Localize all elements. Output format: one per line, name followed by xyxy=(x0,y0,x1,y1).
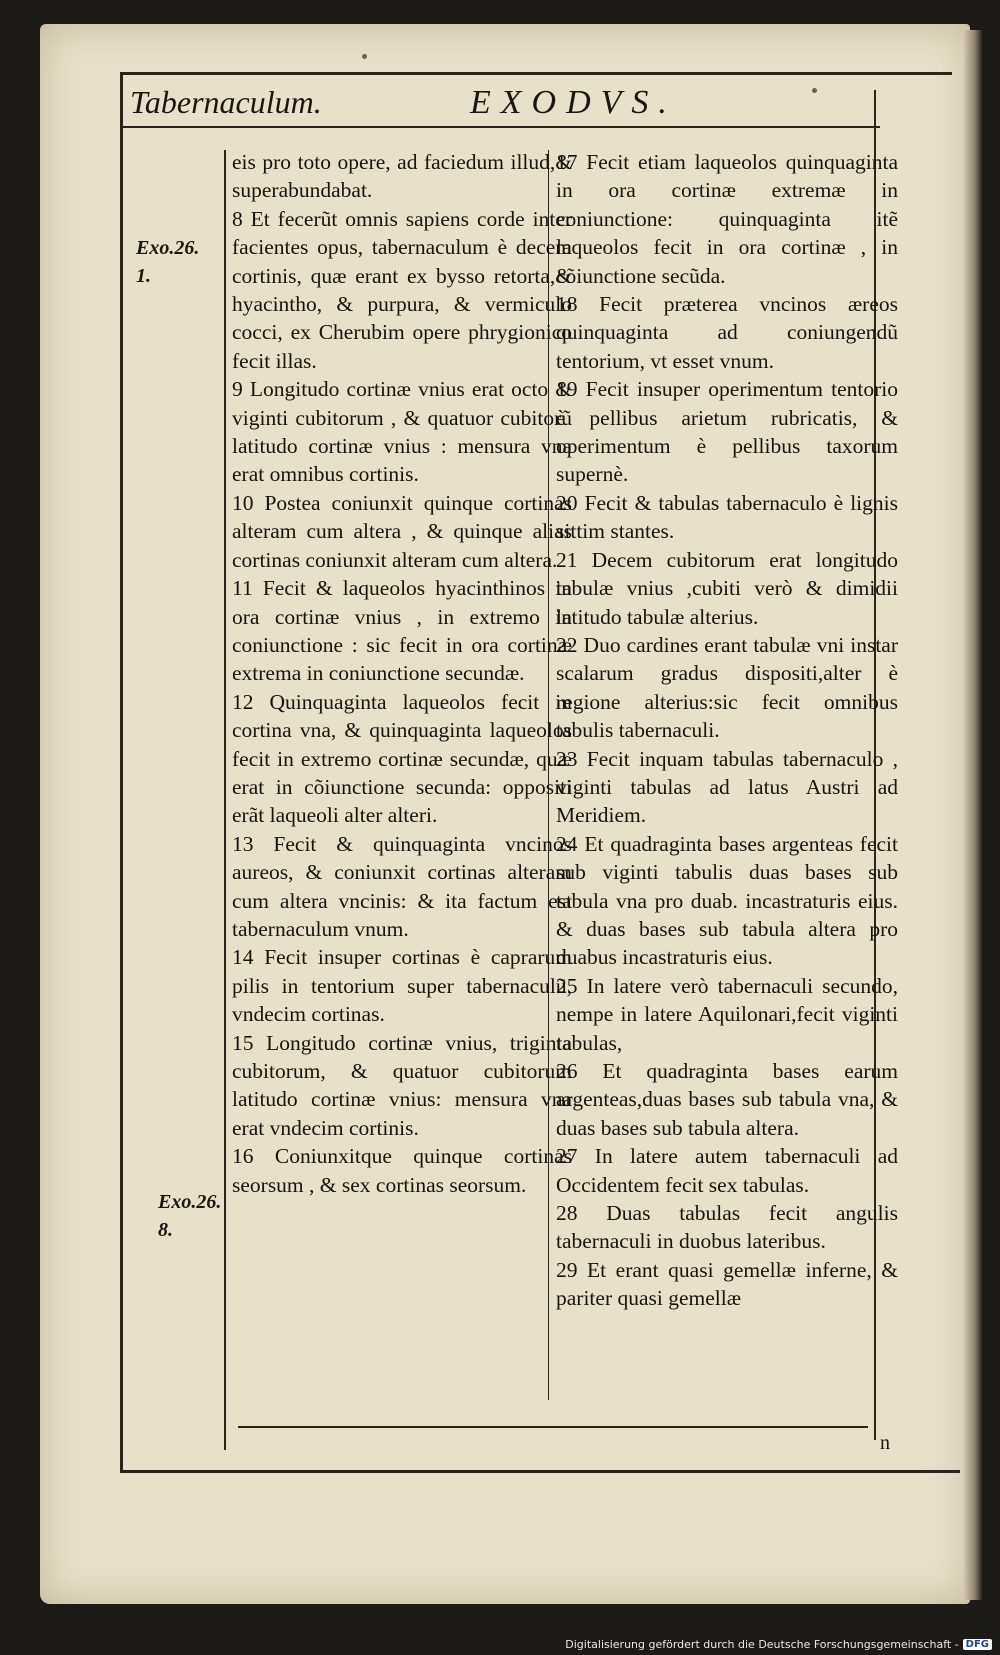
verse-26: 26 Et quadraginta bases earum argenteas,duas bases sub tabula vna, & duas bases sub tabula altera. xyxy=(556,1059,898,1140)
verse-15: 15 Longitudo cortinæ vnius, triginta cubitorum, & quatuor cubitorum latitudo cortinæ vnius: mensura vna erat vndecim cortinis. xyxy=(232,1030,572,1140)
verse-23: 23 Fecit inquam tabulas tabernaculo , viginti tabulas ad latus Austri ad Meridiem. xyxy=(556,746,898,828)
verse-12: 12 Quinquaginta laqueolos fecit in cortina vna, & quinquaginta laqueolos fecit in extremo cortinæ secundæ, quæ erat in cõiunctione secunda: oppositi erãt laqueoli alter alteri. xyxy=(232,689,572,828)
verse-27: 27 In latere autem tabernaculi ad Occidentem fecit sex tabulas. xyxy=(556,1144,898,1197)
verse-20: 20 Fecit & tabulas tabernaculo è lignis sittim stantes. xyxy=(556,490,898,544)
margin-note-1 xyxy=(136,234,199,290)
verse-17: 17 Fecit etiam laqueolos quinquaginta in ora cortinæ extremæ in coniunctione: quinquaginta itẽ laqueolos fecit in ora cortinæ , in cõiunctione secũda. xyxy=(556,150,898,288)
verse-8: 8 Et fecerũt omnis sapiens corde inter facientes opus, tabernaculum è decem cortinis, quæ erant ex bysso retorta,& hyacintho, & purpura, & vermiculo cocci, ex Cherubim opere phrygionico fecit illas. xyxy=(232,206,572,373)
verse-22: 22 Duo cardines erant tabulæ vni instar scalarum gradus dispositi,alter è regione alterius:sic fecit omnibus tabulis tabernaculi. xyxy=(556,632,898,743)
verse-29: 29 Et erant quasi gemellæ inferne, & pariter quasi gemellæ xyxy=(556,1257,898,1311)
signature-mark: n xyxy=(880,1432,890,1454)
verse-18: 18 Fecit præterea vncinos æreos quinquaginta ad coniungendũ tentorium, vt esset vnum. xyxy=(556,292,898,373)
ink-spot xyxy=(812,88,817,93)
margin-divider-rule xyxy=(224,150,226,1450)
header-rule-lower xyxy=(120,126,880,128)
margin-note-sub: 1. xyxy=(136,265,151,287)
running-head-title: EXODVS. xyxy=(470,84,677,121)
verse-9: 9 Longitudo cortinæ vnius erat octo & viginti cubitorum , & quatuor cubitorũ latitudo cortinæ vnius : mensura vna erat omnibus cortinis. xyxy=(232,377,572,487)
dfg-logo-icon: DFG xyxy=(963,1639,992,1650)
header-rule xyxy=(120,72,952,75)
verse-16: 16 Coniunxitque quinque cortinas seorsum , & sex cortinas seorsum. xyxy=(232,1144,572,1197)
verse-19: 19 Fecit insuper operimentum tentorio è pellibus arietum rubricatis, & operimentum è pellibus taxorum supernè. xyxy=(556,377,898,487)
margin-note-ref: Exo.26. xyxy=(158,1191,222,1213)
verse-14: 14 Fecit insuper cortinas è caprarum pilis in tentorium super tabernaculũ, vndecim cortinas. xyxy=(232,945,572,1027)
verse-11: 11 Fecit & laqueolos hyacinthinos in ora cortinæ vnius , in extremo in coniunctione : sic fecit in ora cortinæ extrema in coniunctione secundæ. xyxy=(232,576,572,686)
verse-25: 25 In latere verò tabernaculi secundo, nempe in latere Aquilonari,fecit viginti tabulas, xyxy=(556,973,898,1055)
margin-note-ref: Exo.26. xyxy=(136,237,200,259)
digitization-footer xyxy=(565,1638,992,1651)
running-head-left: Tabernaculum. xyxy=(130,84,322,120)
frame-left-rule xyxy=(120,72,123,1472)
left-column xyxy=(232,148,572,1199)
verse-24: 24 Et quadraginta bases argenteas fecit sub viginti tabulis duas bases sub tabula vna pro duab. incastraturis eius. & duas bases sub tabula altera pro duabus incastraturis eius. xyxy=(556,831,898,970)
ink-spot xyxy=(362,54,367,59)
margin-note-2 xyxy=(158,1188,221,1244)
margin-note-sub: 8. xyxy=(158,1219,173,1241)
verse-28: 28 Duas tabulas fecit angulis tabernaculi in duobus lateribus. xyxy=(556,1201,898,1254)
verse-21: 21 Decem cubitorum erat longitudo tabulæ vnius ,cubiti verò & dimidii latitudo tabulæ alterius. xyxy=(556,547,898,629)
verse-10: 10 Postea coniunxit quinque cortinas alteram cum altera , & quinque alias cortinas coniunxit alteram cum altera. xyxy=(232,490,572,572)
bottom-rule xyxy=(120,1470,960,1473)
right-column xyxy=(556,148,898,1313)
footer-rule xyxy=(238,1426,868,1428)
verse-13: 13 Fecit & quinquaginta vncinos aureos, & coniunxit cortinas alteram cum altera vncinis: & ita factum est tabernaculum vnum. xyxy=(232,831,572,941)
footer-text: Digitalisierung gefördert durch die Deutsche Forschungsgemeinschaft - xyxy=(565,1638,959,1651)
verse-text: eis pro toto opere, ad faciedum illud,& superabundabat. xyxy=(232,150,572,203)
page-edge xyxy=(964,30,982,1600)
